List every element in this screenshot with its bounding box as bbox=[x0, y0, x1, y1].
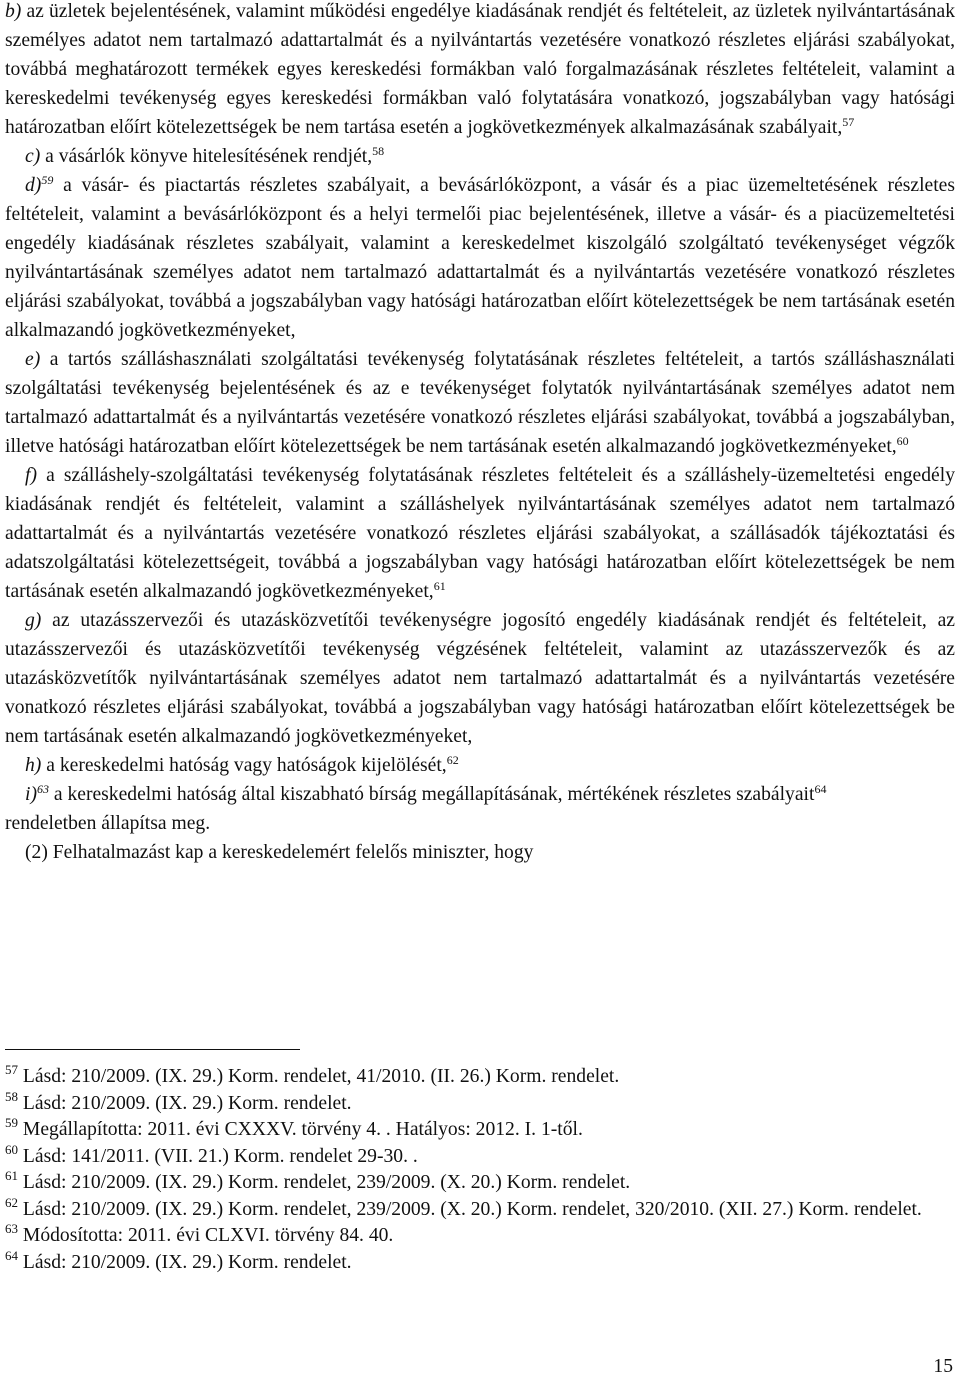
paragraph-c bbox=[5, 142, 955, 171]
footnote-text: Lásd: 141/2011. (VII. 21.) Korm. rendelet 29-30. . bbox=[18, 1145, 418, 1167]
paragraph-b bbox=[5, 0, 955, 142]
footnote-64 bbox=[5, 1247, 950, 1277]
footnote-number: 64 bbox=[5, 1247, 18, 1263]
footnote-ref[interactable]: 62 bbox=[446, 753, 459, 767]
item-label: h) bbox=[25, 755, 42, 776]
item-text: a tartós szálláshasználati szolgáltatási tevékenység folytatásának részletes feltételeit, a tartós szálláshasználati szolgáltatási tevékenység bejelentésének és az e tevékenységet folytatók nyilvántartásának személyes adatot nem tartalmazó adattartalmát és a nyilvántartás vezetésére vonatkozó részletes eljárási szabályokat, továbbá a jogszabályban, illetve hatósági határozatban előírt kötelezettségek be nem tartásának esetén alkalmazandó jogkövetkezményeket, bbox=[5, 349, 955, 457]
footnote-text: Lásd: 210/2009. (IX. 29.) Korm. rendelet. bbox=[18, 1251, 352, 1273]
item-text: az üzletek bejelentésének, valamint működési engedélye kiadásának rendjét és feltételeit, az üzletek nyilvántartásának személyes adatot nem tartalmazó adattartalmát és a nyilvántartás vezetésére vonatkozó részletes eljárási szabályokat, továbbá meghatározott termékek egyes kereskedési formákban való forgalmazásának részletes feltételeit, valamint a kereskedelmi tevékenység egyes kereskedési formákban való folytatására vonatkozó, jogszabályban vagy hatósági határozatban előírt kötelezettségek be nem tartása esetén a jogkövetkezmények alkalmazásának szabályait, bbox=[5, 1, 955, 138]
item-text: a vásárlók könyve hitelesítésének rendjét, bbox=[40, 146, 373, 167]
item-label: c) bbox=[25, 146, 41, 167]
item-label: i) bbox=[25, 784, 37, 805]
item-text: a szálláshely-szolgáltatási tevékenység folytatásának részletes feltételeit és a szálláshely-üzemeltetési engedély kiadásának rendjét és feltételeit, valamint a szálláshelyek nyilvántartásának személyes adatot nem tartalmazó adattartalmát és a nyilvántartás vezetésére vonatkozó részletes eljárási szabályokat, a szállásadók tájékoztatási és adatszolgáltatási kötelezettségeit, továbbá a jogszabályban vagy hatósági határozatban előírt kötelezettségek be nem tartásának esetén alkalmazandó jogkövetkezményeket, bbox=[5, 465, 955, 602]
footnote-ref[interactable]: 63 bbox=[36, 782, 49, 796]
footnote-text: Módosította: 2011. évi CLXVI. törvény 84. 40. bbox=[18, 1225, 394, 1246]
paragraph-g bbox=[5, 606, 955, 751]
footnote-separator bbox=[5, 1049, 300, 1050]
footnote-59 bbox=[5, 1117, 950, 1144]
item-text: az utazásszervezői és utazásközvetítői tevékenységre jogosító engedély kiadásának rendjét és feltételeit, az utazásszervezői és utazásközvetítői tevékenység végzésének feltételeit, valamint az utazásszervezők és az utazásközvetítők nyilvántartásának személyes adatot nem tartalmazó adattartalmát és a nyilvántartás vezetésére vonatkozó részletes eljárási szabályokat, továbbá a jogszabályban vagy hatósági határozatban előírt kötelezettségek be nem tartásának esetén alkalmazandó jogkövetkezményeket, bbox=[5, 610, 955, 747]
footnote-60 bbox=[5, 1141, 950, 1171]
footnote-number: 57 bbox=[5, 1062, 18, 1077]
footnote-63 bbox=[5, 1223, 950, 1250]
footnote-number: 58 bbox=[5, 1088, 18, 1104]
footnote-ref[interactable]: 60 bbox=[896, 434, 909, 448]
item-text: a kereskedelmi hatóság vagy hatóságok kijelölését, bbox=[41, 755, 447, 776]
item-label: d) bbox=[25, 175, 42, 196]
paragraph-i bbox=[5, 780, 955, 809]
paragraph-e bbox=[5, 345, 955, 461]
section-2-intro: (2) Felhatalmazást kap a kereskedelemért felelős miniszter, hogy bbox=[25, 842, 534, 863]
item-text: a vásár- és piactartás részletes szabályait, a bevásárlóközpont, a vásár és a piac üzemeltetésének részletes feltételeit, valamint a bevásárlóközpont és a helyi termelői piac bejelentésének, illetve a vásár- és a piacüzemeltetési engedély kiadásának részletes szabályait, valamint a kereskedelmet kiszolgáló szolgáltató tevékenységet végzők nyilvántartásának személyes adatot nem tartalmazó adattartalmát és a nyilvántartás vezetésére vonatkozó részletes eljárási szabályokat, továbbá a jogszabályban vagy hatósági határozatban előírt kötelezettségek be nem tartásának esetén alkalmazandó jogkövetkezményeket, bbox=[5, 175, 955, 341]
footnote-number: 61 bbox=[5, 1168, 18, 1183]
paragraph-h bbox=[5, 751, 955, 780]
item-label: e) bbox=[25, 349, 41, 370]
item-text: a kereskedelmi hatóság által kiszabható bírság megállapításának, mértékének részletes szabályait bbox=[48, 784, 815, 805]
page-number: 15 bbox=[933, 1356, 953, 1377]
paragraph-d bbox=[5, 171, 955, 345]
closing-line: rendeletben állapítsa meg. bbox=[5, 813, 211, 834]
footnote-ref[interactable]: 57 bbox=[842, 115, 855, 129]
item-label: g) bbox=[25, 610, 42, 631]
paragraph-f bbox=[5, 461, 955, 606]
footnote-text: Lásd: 210/2009. (IX. 29.) Korm. rendelet, 41/2010. (II. 26.) Korm. rendelet. bbox=[18, 1066, 620, 1087]
footnote-ref[interactable]: 64 bbox=[814, 782, 827, 796]
footnote-text: Lásd: 210/2009. (IX. 29.) Korm. rendelet, 239/2009. (X. 20.) Korm. rendelet, 320/2010. (XII. 27.) Korm. rendelet. bbox=[18, 1198, 922, 1220]
footnote-ref[interactable]: 61 bbox=[433, 579, 446, 593]
footnotes bbox=[5, 1064, 950, 1276]
footnote-57 bbox=[5, 1064, 950, 1091]
footnote-ref[interactable]: 58 bbox=[372, 144, 385, 158]
footnote-number: 60 bbox=[5, 1141, 18, 1157]
document-body bbox=[5, 0, 955, 867]
footnote-text: Lásd: 210/2009. (IX. 29.) Korm. rendelet, 239/2009. (X. 20.) Korm. rendelet. bbox=[18, 1172, 631, 1193]
footnote-text: Lásd: 210/2009. (IX. 29.) Korm. rendelet. bbox=[18, 1092, 352, 1114]
footnote-text: Megállapította: 2011. évi CXXXV. törvény 4. . Hatályos: 2012. I. 1-től. bbox=[18, 1119, 583, 1140]
item-label: b) bbox=[5, 1, 22, 22]
footnote-62 bbox=[5, 1194, 950, 1224]
footnote-58 bbox=[5, 1088, 950, 1118]
item-label: f) bbox=[25, 465, 37, 486]
footnote-number: 59 bbox=[5, 1115, 18, 1130]
footnote-number: 62 bbox=[5, 1194, 18, 1210]
footnote-number: 63 bbox=[5, 1221, 18, 1236]
footnote-ref[interactable]: 59 bbox=[41, 173, 54, 187]
footnote-61 bbox=[5, 1170, 950, 1197]
